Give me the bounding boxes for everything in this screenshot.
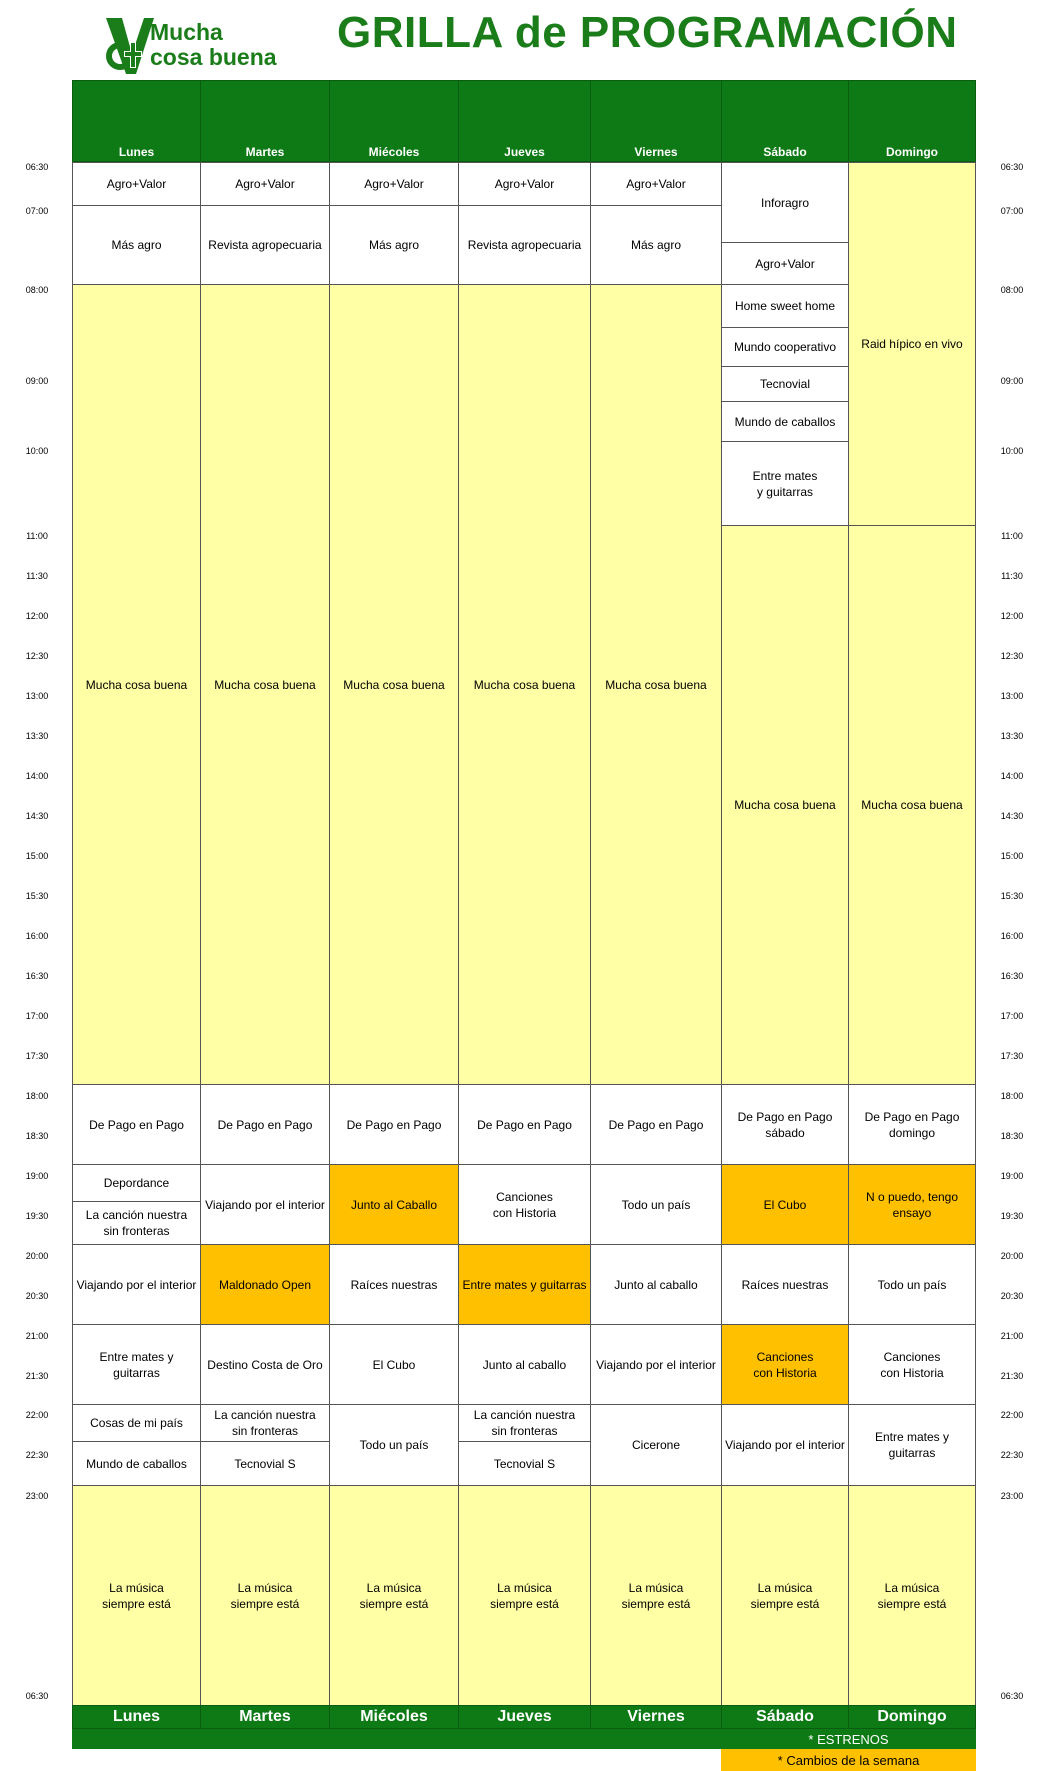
time-label: 13:00 — [25, 691, 49, 701]
program-cell[interactable]: La música siempre está — [72, 1485, 201, 1706]
time-label: 14:00 — [1000, 771, 1024, 781]
program-cell[interactable]: La canción nuestra sin fronteras — [458, 1404, 591, 1442]
time-label: 19:30 — [1000, 1211, 1024, 1221]
time-label: 11:30 — [26, 571, 48, 581]
time-label: 08:00 — [1000, 285, 1024, 295]
program-cell[interactable]: De Pago en Pago — [200, 1084, 330, 1165]
program-cell[interactable]: Revista agropecuaria — [200, 205, 330, 285]
day-footer-lunes: Lunes — [72, 1705, 201, 1729]
legend-estrenos: * ESTRENOS — [808, 1731, 889, 1747]
program-cell[interactable]: Mucha cosa buena — [72, 284, 201, 1085]
legend-cambios: * Cambios de la semana — [721, 1749, 976, 1771]
time-label: 18:30 — [25, 1131, 49, 1141]
program-cell[interactable]: Viajando por el interior — [200, 1164, 330, 1245]
time-label: 15:30 — [1000, 891, 1024, 901]
time-label: 08:00 — [25, 285, 49, 295]
program-cell[interactable]: Canciones con Historia — [848, 1324, 976, 1405]
day-header-sabado: Sábado — [721, 80, 849, 162]
program-cell[interactable]: Junto al Caballo — [329, 1164, 459, 1245]
time-label: 22:30 — [25, 1450, 49, 1460]
time-label: 13:30 — [25, 731, 49, 741]
program-cell[interactable]: Agro+Valor — [329, 162, 459, 206]
time-label: 06:30 — [25, 162, 49, 172]
program-cell[interactable]: Agro+Valor — [458, 162, 591, 206]
time-label: 17:30 — [1000, 1051, 1024, 1061]
time-label: 23:00 — [25, 1491, 49, 1501]
time-label: 12:30 — [25, 651, 49, 661]
time-label: 14:30 — [1000, 811, 1024, 821]
program-cell[interactable]: De Pago en Pago sábado — [721, 1084, 849, 1165]
time-label: 11:30 — [1001, 571, 1023, 581]
program-cell[interactable]: Más agro — [72, 205, 201, 285]
program-cell[interactable]: Entre mates y guitarras — [458, 1244, 591, 1325]
day-footer-domingo: Domingo — [848, 1705, 976, 1729]
time-label: 17:00 — [25, 1011, 49, 1021]
program-cell[interactable]: El Cubo — [329, 1324, 459, 1405]
program-cell[interactable]: Canciones con Historia — [458, 1164, 591, 1245]
program-cell[interactable]: Viajando por el interior — [721, 1404, 849, 1486]
time-label: 19:00 — [25, 1171, 49, 1181]
time-label: 19:00 — [1000, 1171, 1024, 1181]
day-header-viernes: Viernes — [590, 80, 722, 162]
program-cell[interactable]: Inforagro — [721, 162, 849, 243]
program-cell[interactable]: Revista agropecuaria — [458, 205, 591, 285]
time-label: 22:00 — [25, 1410, 49, 1420]
time-label: 21:30 — [1000, 1371, 1024, 1381]
time-label: 21:00 — [1000, 1331, 1024, 1341]
time-label: 17:00 — [1000, 1011, 1024, 1021]
program-cell[interactable]: N o puedo, tengo ensayo — [848, 1164, 976, 1245]
day-footer-martes: Martes — [200, 1705, 330, 1729]
program-cell[interactable]: Mundo de caballos — [72, 1441, 201, 1486]
time-label: 20:30 — [25, 1291, 49, 1301]
time-label: 15:00 — [1000, 851, 1024, 861]
day-footer-sabado: Sábado — [721, 1705, 849, 1729]
time-label: 12:00 — [25, 611, 49, 621]
program-cell[interactable]: Todo un país — [329, 1404, 459, 1486]
program-cell[interactable]: Cosas de mi país — [72, 1404, 201, 1442]
program-cell[interactable]: La música siempre está — [329, 1485, 459, 1706]
time-label: 16:30 — [25, 971, 49, 981]
program-cell[interactable]: Viajando por el interior — [72, 1244, 201, 1325]
time-label: 07:00 — [1000, 206, 1024, 216]
time-label: 17:30 — [25, 1051, 49, 1061]
program-cell[interactable]: Depordance — [72, 1164, 201, 1202]
program-cell[interactable]: Raíces nuestras — [721, 1244, 849, 1325]
program-cell[interactable]: Maldonado Open — [200, 1244, 330, 1325]
program-cell[interactable]: La canción nuestra sin fronteras — [72, 1201, 201, 1245]
program-cell[interactable]: La música siempre está — [848, 1485, 976, 1706]
program-cell[interactable]: Agro+Valor — [200, 162, 330, 206]
program-cell[interactable]: De Pago en Pago domingo — [848, 1084, 976, 1165]
time-label: 16:30 — [1000, 971, 1024, 981]
program-cell[interactable]: Canciones con Historia — [721, 1324, 849, 1405]
program-cell[interactable]: De Pago en Pago — [329, 1084, 459, 1165]
time-label: 13:00 — [1000, 691, 1024, 701]
program-cell[interactable]: Todo un país — [590, 1164, 722, 1245]
day-footer-jueves: Jueves — [458, 1705, 591, 1729]
program-cell[interactable]: La música siempre está — [200, 1485, 330, 1706]
time-label: 18:00 — [1000, 1091, 1024, 1101]
time-label: 22:00 — [1000, 1410, 1024, 1420]
program-cell[interactable]: Mundo cooperativo — [721, 327, 849, 367]
program-cell[interactable]: De Pago en Pago — [72, 1084, 201, 1165]
time-label: 23:00 — [1000, 1491, 1024, 1501]
program-cell[interactable]: Mundo de caballos — [721, 401, 849, 442]
program-cell[interactable]: Raíces nuestras — [329, 1244, 459, 1325]
time-label: 20:30 — [1000, 1291, 1024, 1301]
program-cell[interactable]: Home sweet home — [721, 284, 849, 328]
logo-line1: Mucha — [150, 19, 223, 45]
day-header-miercoles: Miécoles — [329, 80, 459, 162]
time-label: 20:00 — [25, 1251, 49, 1261]
program-cell[interactable]: La música siempre está — [458, 1485, 591, 1706]
time-label: 12:30 — [1000, 651, 1024, 661]
time-label: 18:30 — [1000, 1131, 1024, 1141]
program-cell[interactable]: La canción nuestra sin fronteras — [200, 1404, 330, 1442]
time-label: 18:00 — [25, 1091, 49, 1101]
time-label: 06:30 — [1000, 162, 1024, 172]
time-label: 13:30 — [1000, 731, 1024, 741]
time-label: 12:00 — [1000, 611, 1024, 621]
time-label: 06:30 — [25, 1691, 49, 1701]
program-cell[interactable]: Junto al caballo — [590, 1244, 722, 1325]
time-label: 15:00 — [25, 851, 49, 861]
program-cell[interactable]: La música siempre está — [721, 1485, 849, 1706]
program-cell[interactable]: Entre mates y guitarras — [848, 1404, 976, 1486]
program-cell[interactable]: El Cubo — [721, 1164, 849, 1245]
day-header-jueves: Jueves — [458, 80, 591, 162]
day-header-domingo: Domingo — [848, 80, 976, 162]
program-cell[interactable]: Destino Costa de Oro — [200, 1324, 330, 1405]
time-label: 10:00 — [25, 446, 49, 456]
time-label: 15:30 — [25, 891, 49, 901]
time-label: 14:30 — [25, 811, 49, 821]
logo-icon — [104, 16, 156, 76]
program-cell[interactable]: Mucha cosa buena — [458, 284, 591, 1085]
program-cell[interactable]: Mucha cosa buena — [200, 284, 330, 1085]
program-cell[interactable]: Viajando por el interior — [590, 1324, 722, 1405]
program-cell[interactable]: Todo un país — [848, 1244, 976, 1325]
program-cell[interactable]: Mucha cosa buena — [721, 525, 849, 1085]
program-cell[interactable]: Agro+Valor — [721, 242, 849, 285]
program-cell[interactable]: Tecnovial S — [200, 1441, 330, 1486]
program-cell[interactable]: Más agro — [329, 205, 459, 285]
program-cell[interactable]: Agro+Valor — [590, 162, 722, 206]
program-cell[interactable]: Mucha cosa buena — [329, 284, 459, 1085]
program-cell[interactable]: Cicerone — [590, 1404, 722, 1486]
program-cell[interactable]: Tecnovial S — [458, 1441, 591, 1486]
program-cell[interactable]: Entre mates y guitarras — [72, 1324, 201, 1405]
time-label: 11:00 — [1001, 531, 1023, 541]
time-label: 22:30 — [1000, 1450, 1024, 1460]
program-cell[interactable]: Raid hípico en vivo — [848, 162, 976, 526]
time-label: 09:00 — [1000, 376, 1024, 386]
program-cell[interactable]: Entre mates y guitarras — [721, 441, 849, 526]
time-label: 21:30 — [25, 1371, 49, 1381]
program-cell[interactable]: De Pago en Pago — [590, 1084, 722, 1165]
time-label: 10:00 — [1000, 446, 1024, 456]
program-cell[interactable]: La música siempre está — [590, 1485, 722, 1706]
program-cell[interactable]: Junto al caballo — [458, 1324, 591, 1405]
time-label: 21:00 — [25, 1331, 49, 1341]
day-header-martes: Martes — [200, 80, 330, 162]
day-footer-miercoles: Miécoles — [329, 1705, 459, 1729]
time-label: 16:00 — [25, 931, 49, 941]
time-label: 16:00 — [1000, 931, 1024, 941]
time-label: 20:00 — [1000, 1251, 1024, 1261]
time-label: 19:30 — [25, 1211, 49, 1221]
program-cell[interactable]: Más agro — [590, 205, 722, 285]
time-label: 07:00 — [25, 206, 49, 216]
time-label: 09:00 — [25, 376, 49, 386]
program-cell[interactable]: Tecnovial — [721, 366, 849, 402]
program-cell[interactable]: De Pago en Pago — [458, 1084, 591, 1165]
day-footer-viernes: Viernes — [590, 1705, 722, 1729]
program-cell[interactable]: Mucha cosa buena — [848, 525, 976, 1085]
program-cell[interactable]: Agro+Valor — [72, 162, 201, 206]
time-label: 06:30 — [1000, 1691, 1024, 1701]
day-header-lunes: Lunes — [72, 80, 201, 162]
logo-line2: cosa buena — [150, 44, 277, 70]
page-title: GRILLA de PROGRAMACIÓN — [337, 8, 958, 57]
logo-text — [150, 20, 277, 70]
time-label: 14:00 — [25, 771, 49, 781]
program-cell[interactable]: Mucha cosa buena — [590, 284, 722, 1085]
time-label: 11:00 — [26, 531, 48, 541]
